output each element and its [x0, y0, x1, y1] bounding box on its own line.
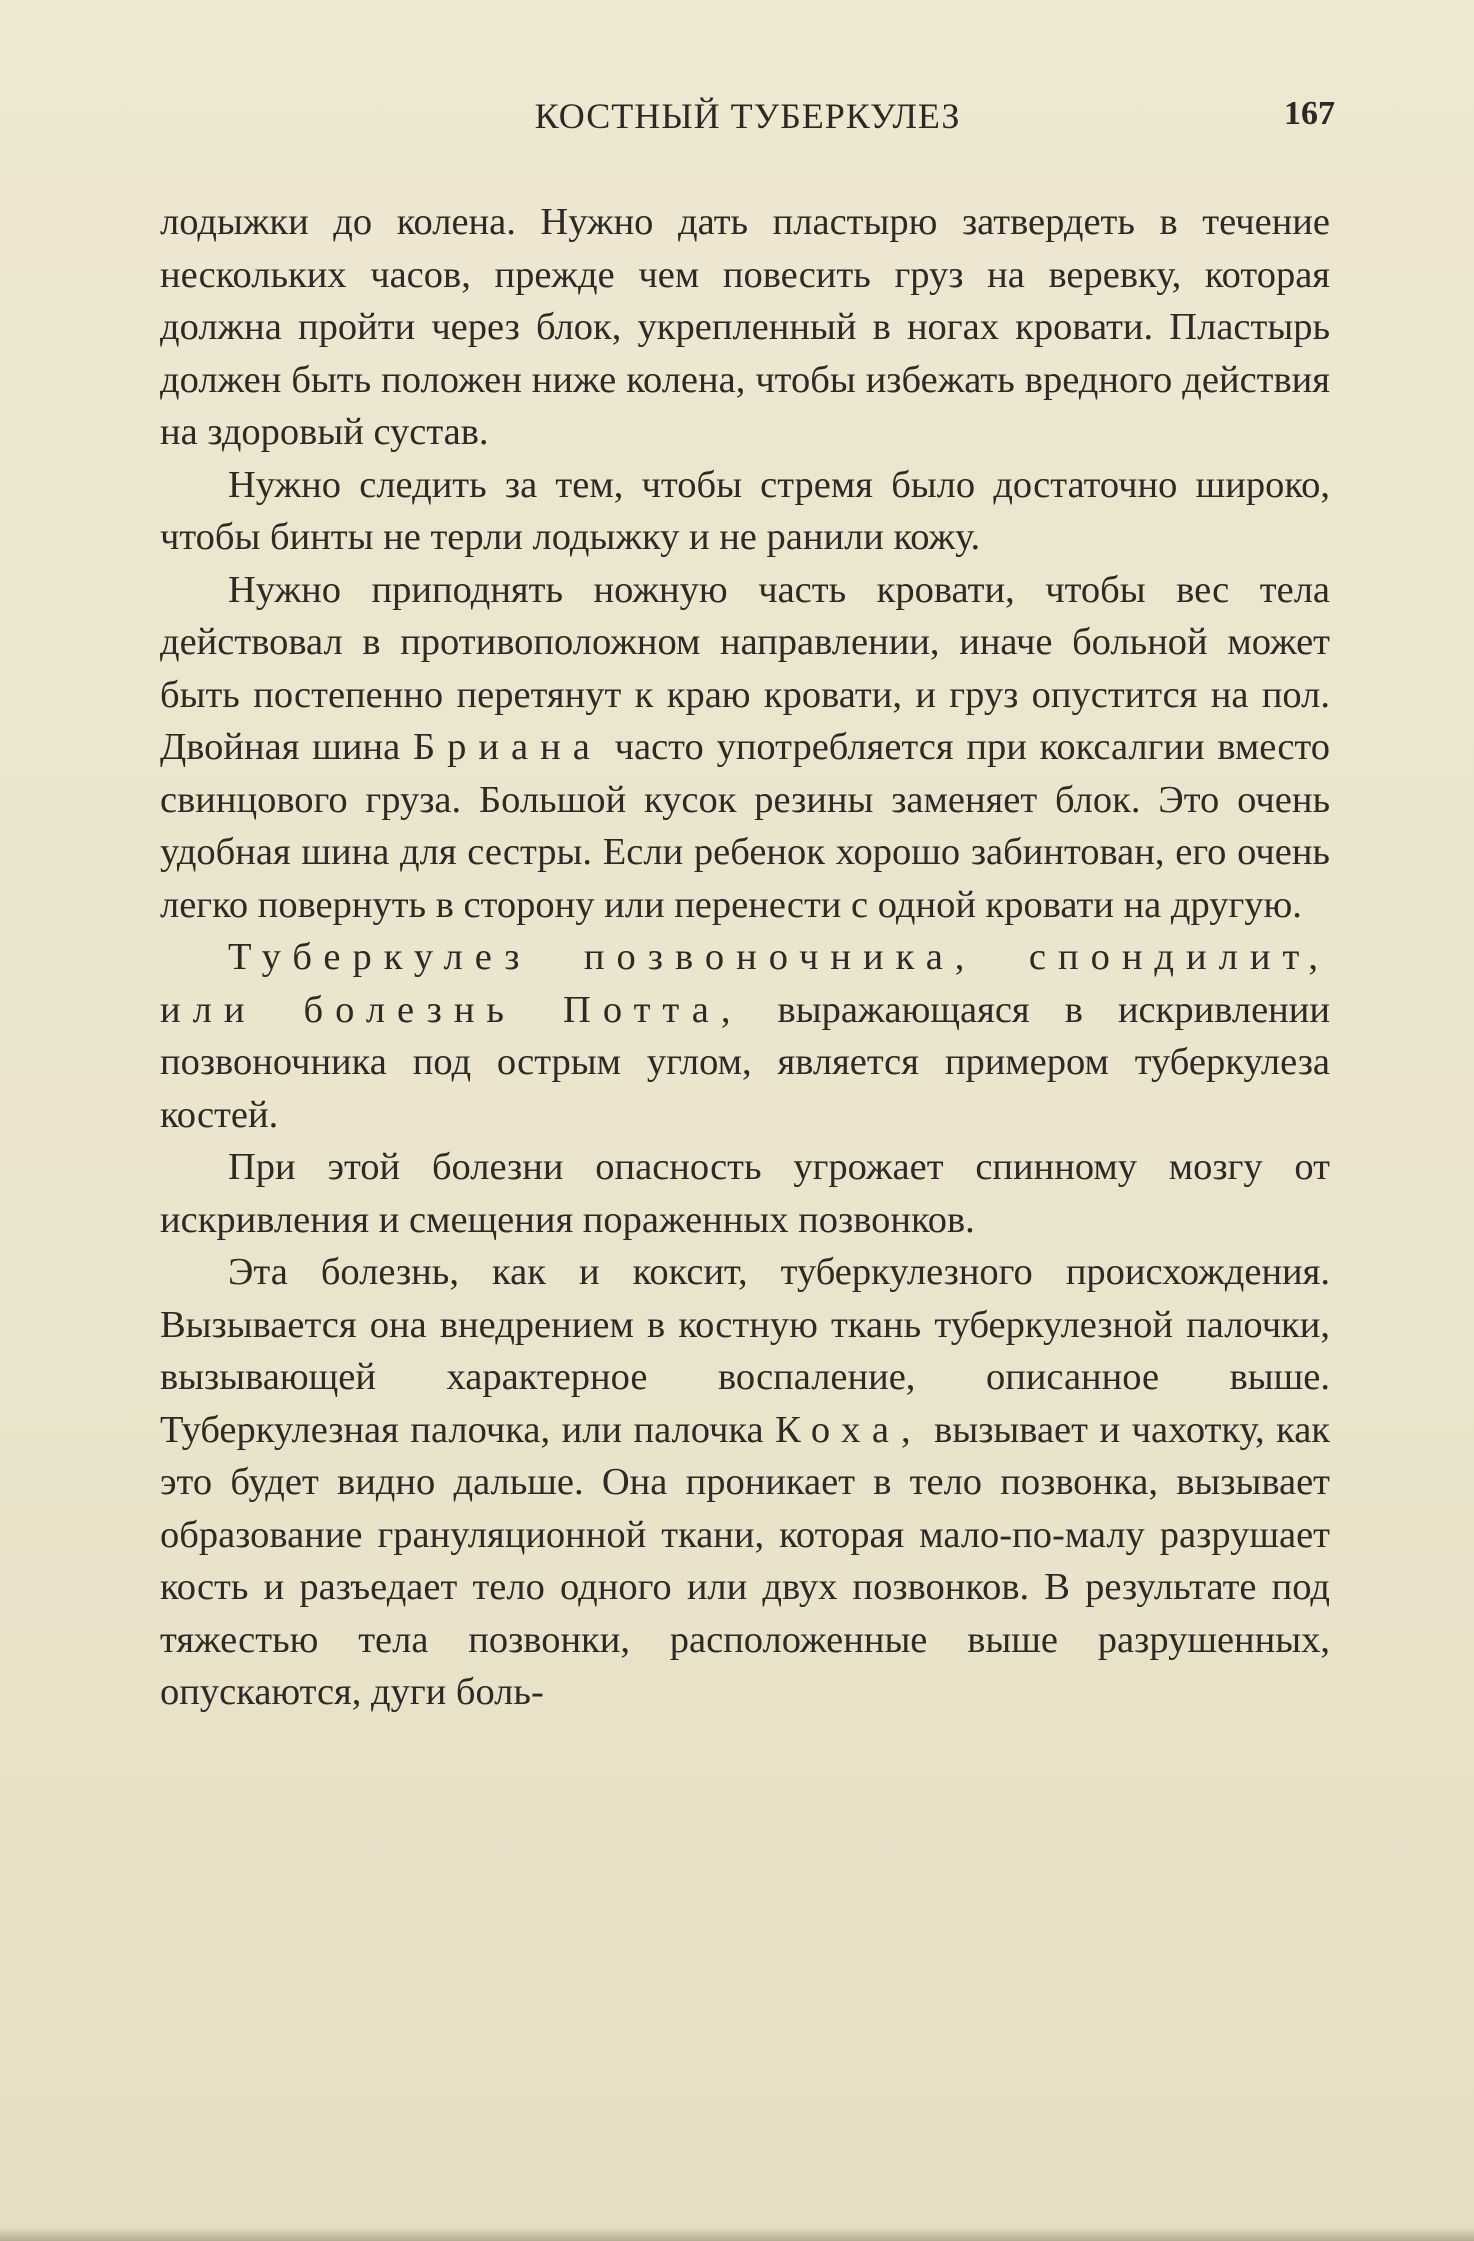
paragraph-3-text-b: часто употребляется при коксалгии вместо свинцового груза. Большой кусок резины заменяет блок. Это очень удобная шина для сестры. Если ребенок хорошо забинтован, его очень легко повернуть в сторону или перенести с одной кровати на другую. [160, 726, 1330, 926]
paragraph-4-text: выражающаяся в искривлении позвоночника под острым углом, является примером туберкулеза костей. [160, 988, 1330, 1136]
page-number: 167 [1284, 95, 1335, 132]
name-koch: Коха, [775, 1408, 923, 1451]
paragraph-3 [160, 564, 1330, 932]
paragraph-6 [160, 1246, 1330, 1719]
paragraph-5: При этой болезни опасность угрожает спинному мозгу от искривления и смещения пораженных позвонков. [160, 1146, 1330, 1241]
name-brian: Бриана [413, 726, 602, 768]
running-title: КОСТНЫЙ ТУБЕРКУЛЕЗ [534, 96, 961, 136]
paragraph-4 [160, 931, 1330, 1141]
paragraph-3-text-a: Нужно приподнять ножную часть кровати, чтобы вес тела действовал в противоположном направлении, иначе больной может быть постепенно перетянут к краю кровати, и груз опустится на пол. Двойная шина [160, 568, 1330, 768]
page-bottom-edge [0, 2227, 1474, 2241]
paragraph-1: лодыжки до колена. Нужно дать пластырю затвердеть в течение нескольких часов, прежде чем повесить груз на веревку, которая должна пройти через блок, укрепленный в ногах кровати. Пластырь должен быть положен ниже колена, чтобы избежать вредного действия на здоровый сустав. [160, 201, 1330, 453]
page-header [160, 95, 1335, 145]
body-text [160, 196, 1330, 1719]
paragraph-6-text-a: Эта болезнь, как и коксит, туберкулезного происхождения. Вызывается она внедрением в костную ткань туберкулезной палочки, вызывающей характерное воспаление, описанное выше. Туберкулезная палочка, или палочка [160, 1251, 1330, 1451]
term-spondylitis: Туберкулез позвоночника, спондилит, или болезнь Потта, [160, 936, 1330, 1031]
paragraph-2: Нужно следить за тем, чтобы стремя было достаточно широко, чтобы бинты не терли лодыжку и не ранили кожу. [160, 463, 1330, 558]
paragraph-6-text-b: вызывает и чахотку, как это будет видно дальше. Она проникает в тело позвонка, вызывает образование грануляционной ткани, которая мало-по-малу разрушает кость и разъедает тело одного или двух позвонков. В результате под тяжестью тела позвонки, расположенные выше разрушенных, опускаются, дуги боль- [160, 1408, 1331, 1713]
